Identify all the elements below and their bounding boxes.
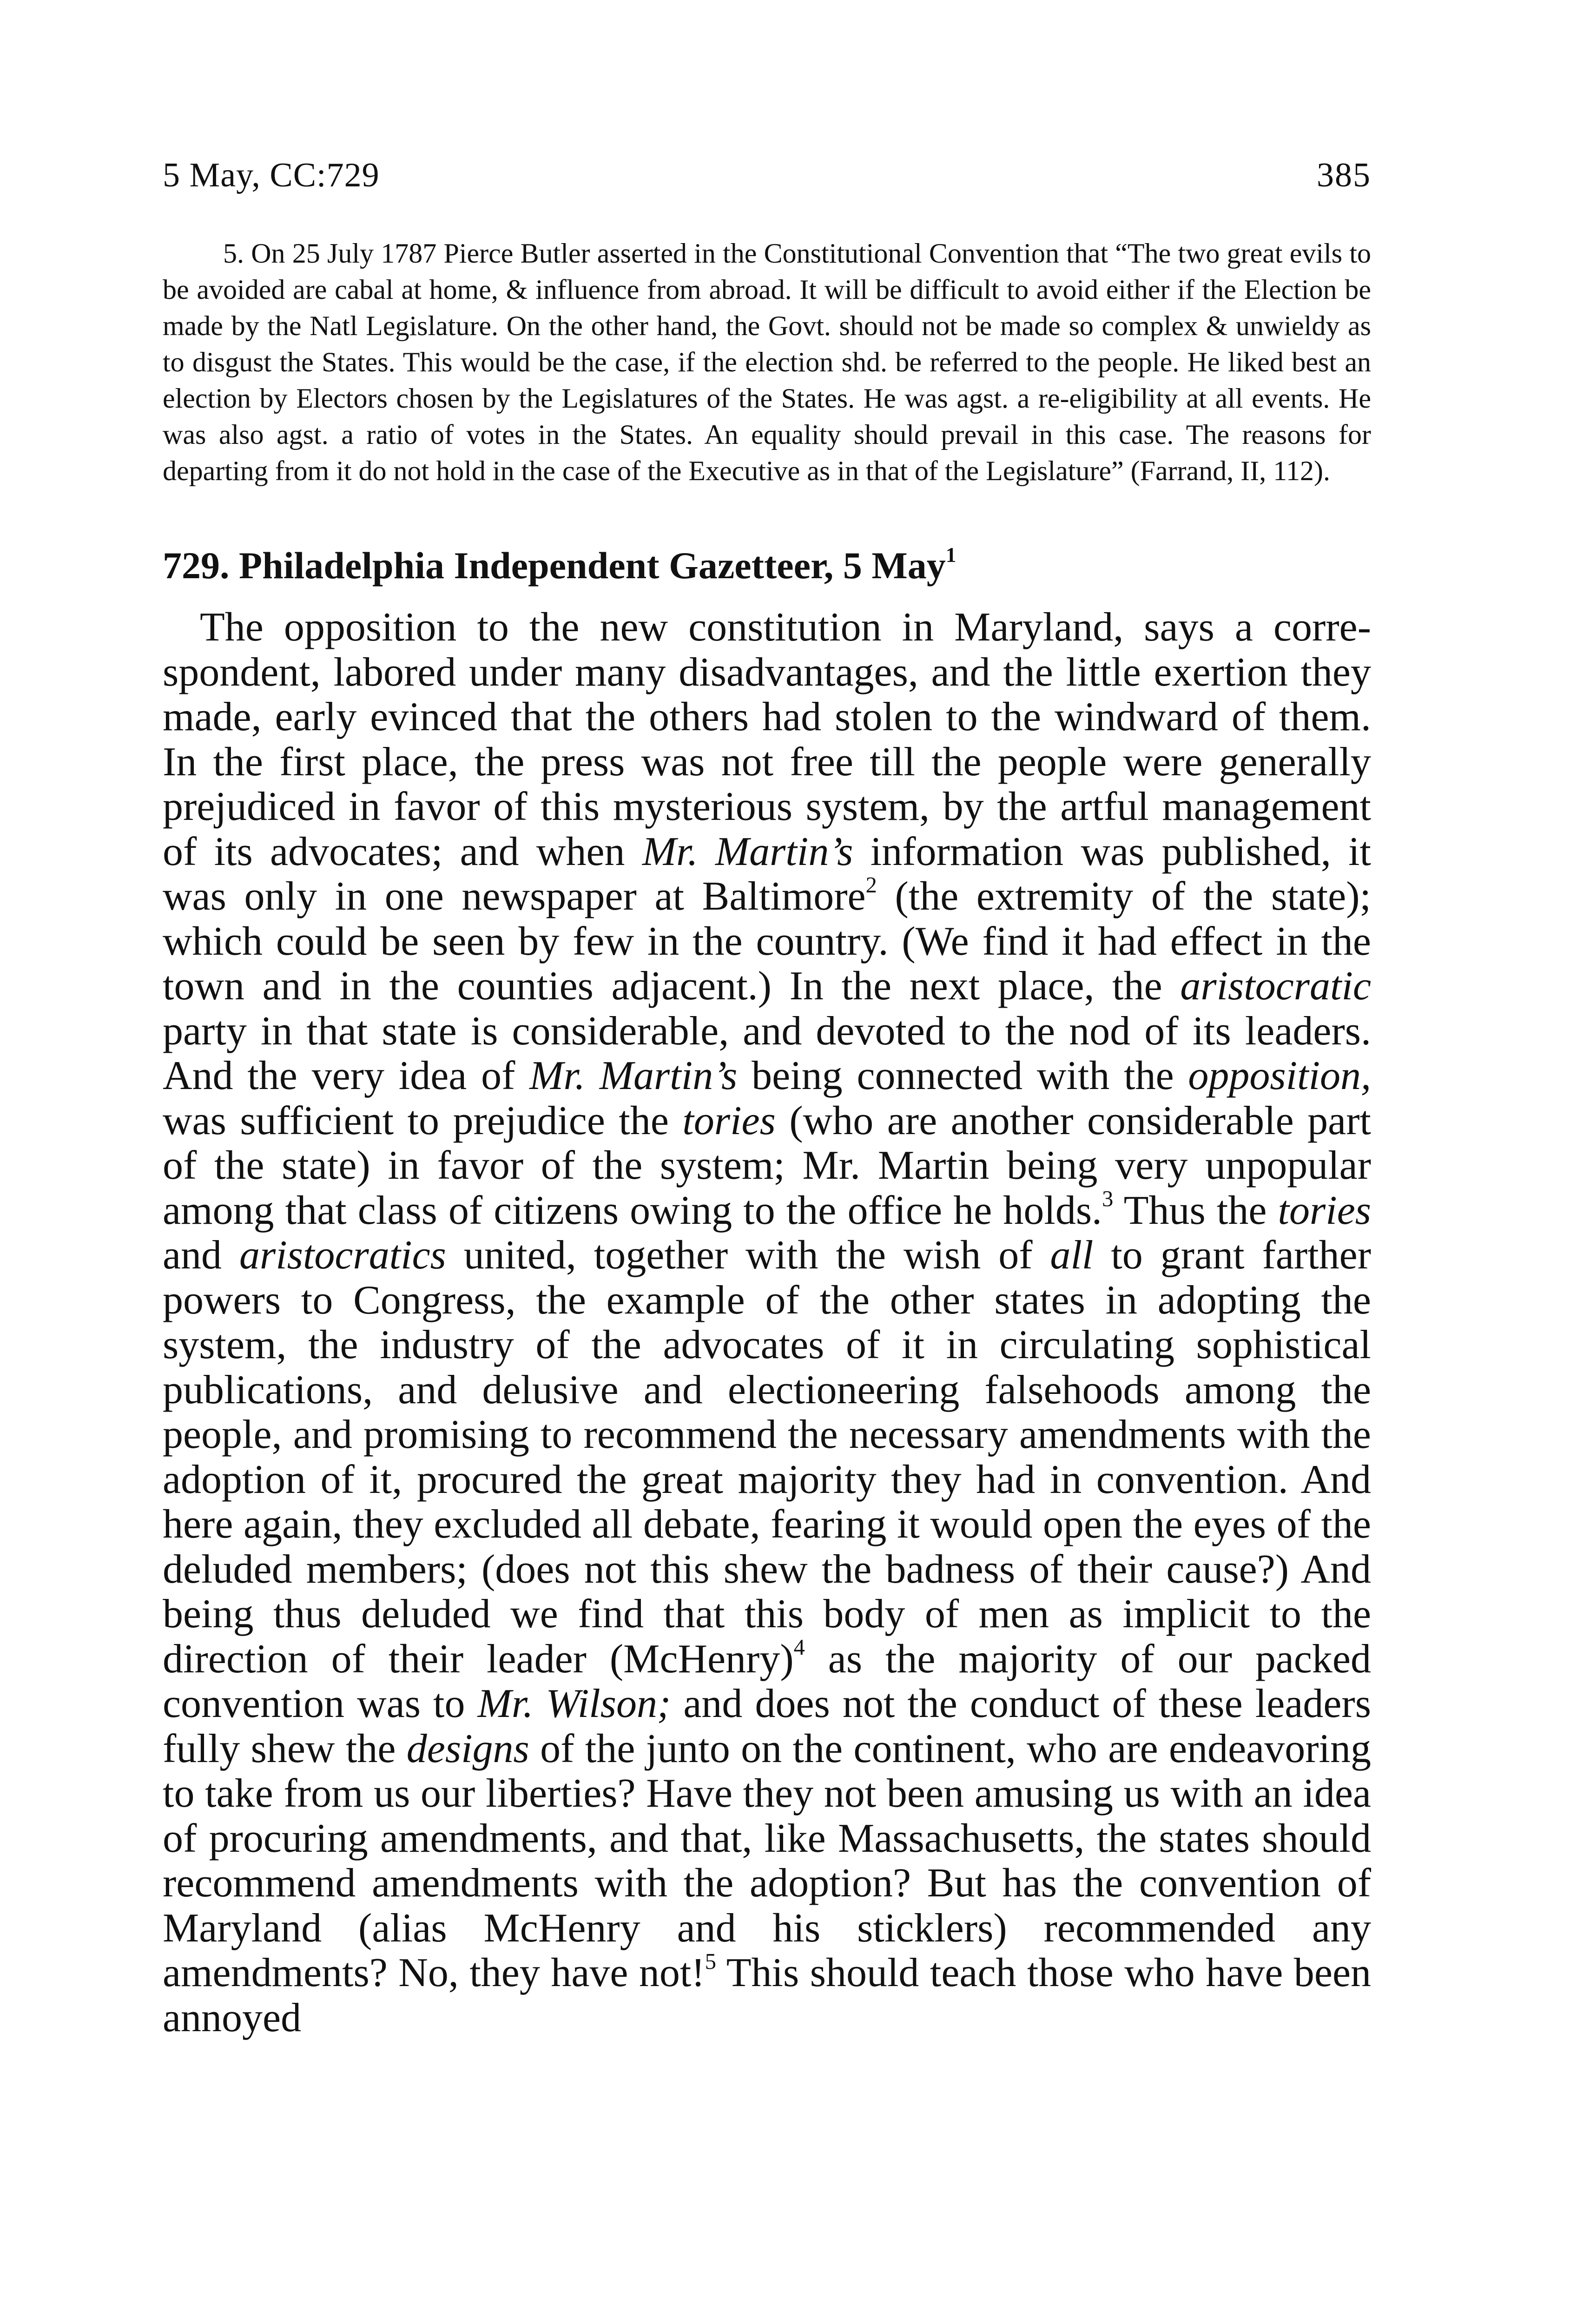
italic-term: all [1050, 1233, 1094, 1278]
italic-term: aristocratics [239, 1233, 446, 1278]
italic-term: Mr. Martin’s [642, 829, 853, 874]
footnote-marker: 3 [1102, 1187, 1114, 1212]
body-text-segment: united, together with the wish of [446, 1233, 1050, 1278]
footnote-marker: 2 [865, 872, 877, 898]
body-text-segment: party in that state is considerable, and devoted to the nod of its leaders. And the very idea of [163, 1008, 1371, 1099]
italic-term: Mr. Martin’s [529, 1053, 738, 1099]
body-text-segment: This should teach those who have been annoyed [163, 1950, 1372, 2040]
body-text-segment: as the majority of our packed convention was to [163, 1636, 1371, 1727]
body-text-segment: Thus the [1113, 1188, 1278, 1233]
document-heading [163, 545, 1371, 587]
body-text-segment: information was published, it was only in one newspaper at Baltimore [163, 829, 1372, 919]
body-text-segment: and does not the conduct of these leaders fully shew the [163, 1681, 1371, 1771]
document-body [163, 605, 1371, 2040]
footnote-marker: 5 [705, 1949, 716, 1974]
body-text-segment: The opposition to the new constitution in Maryland, says a correspondent, labored under many disadvantages, and the little exertion they made, early evinced that the others had stolen to the windward of them. In the first place, the press was not free till the people were generally prejudiced in favor of this mysterious system, by the artful management of its advocates; and when [163, 605, 1371, 874]
heading-footnote-marker: 1 [945, 543, 956, 567]
italic-term: tories [682, 1098, 776, 1143]
italic-term: Mr. Wilson; [477, 1681, 671, 1727]
footnote-5: 5. On 25 July 1787 Pierce Butler asserted in the Constitutional Convention that “The two great evils to be avoided are cabal at home, & influence from abroad. It will be difficult to avoid either if the Election be made by the Natl Legislature. On the other hand, the Govt. should not be made so complex & unwieldy as to disgust the States. This would be the case, if the election shd. be referred to the people. He liked best an election by Electors chosen by the Legislatures of the States. He was agst. a re-eligibility at all events. He was also agst. a ratio of votes in the States. An equality should prevail in this case. The reasons for departing from it do not hold in the case of the Executive as in that of the Legislature” (Farrand, II, 112). [163, 238, 1371, 486]
running-head [163, 158, 1371, 192]
page-number: 385 [1317, 156, 1371, 194]
italic-term: aristocratic [1180, 964, 1371, 1009]
body-text-segment: (the extremity of the state); which could be seen by few in the country. (We find it had effect in the town and in the counties adjacent.) In the next place, the [163, 874, 1371, 1009]
body-text-segment: (who are another considerable part of the state) in favor of the system; Mr. Martin being very unpopular among that class of citizens owing to the office he holds. [163, 1098, 1371, 1233]
italic-term: designs [406, 1726, 529, 1771]
body-text-segment: of the junto on the continent, who are endeavoring to take from us our liberties? Have they not been amusing us with an idea of procuring amendments, and that, like Massachusetts, the states should recommend amendments with the adoption? But has the convention of Maryland (alias McHenry and his sticklers) recommended any amendments? No, they have not! [163, 1726, 1371, 1996]
body-text-segment: to grant farther powers to Congress, the example of the other states in adopting the system, the industry of the advocates of it in circulating sophistical publications, and delusive and electioneering falsehoods among the people, and promising to recommend the necessary amendments with the adoption of it, procured the great majority they had in convention. And here again, they excluded all debate, fearing it would open the eyes of the deluded members; (does not this shew the badness of their cause?) And being thus deluded we find that this body of men as implicit to the direction of their leader (McHenry) [163, 1233, 1372, 1682]
footnote-marker: 4 [793, 1635, 805, 1660]
body-text-segment: being connected with the [737, 1053, 1188, 1099]
italic-term: tories [1278, 1188, 1371, 1233]
body-text-segment: was sufficient to prejudice the [163, 1098, 683, 1143]
italic-term: opposition, [1188, 1053, 1372, 1099]
body-text-segment: and [163, 1233, 240, 1278]
page [163, 158, 1371, 2040]
document-heading-text: 729. Philadelphia Independent Gazetteer, 5 May [163, 544, 946, 587]
running-head-left: 5 May, CC:729 [163, 156, 380, 194]
